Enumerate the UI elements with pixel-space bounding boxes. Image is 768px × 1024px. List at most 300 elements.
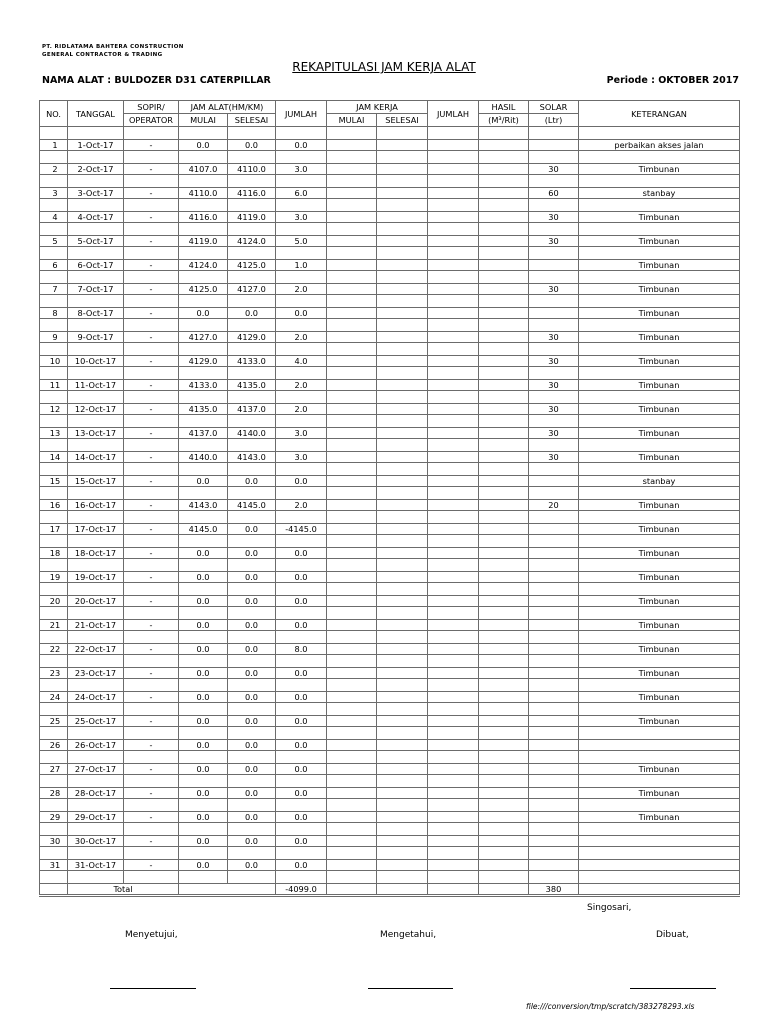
cell-jk-mulai — [327, 716, 377, 727]
cell-no: 29 — [40, 812, 68, 823]
table-row — [40, 764, 740, 775]
empty-cell — [428, 127, 479, 140]
empty-cell — [479, 151, 529, 164]
cell-hasil — [479, 164, 529, 175]
empty-cell — [579, 415, 740, 428]
cell-keterangan: Timbunan — [579, 428, 740, 439]
spacer-row — [40, 439, 740, 452]
empty-cell — [124, 247, 179, 260]
cell-selesai: 4135.0 — [228, 380, 276, 391]
cell-no: 10 — [40, 356, 68, 367]
empty-cell — [579, 799, 740, 812]
table-row — [40, 380, 740, 391]
empty-cell — [40, 799, 68, 812]
empty-cell — [579, 847, 740, 860]
empty-cell — [479, 583, 529, 596]
cell-hasil — [479, 308, 529, 319]
empty-cell — [228, 607, 276, 620]
empty-cell — [276, 511, 327, 524]
empty-cell — [228, 559, 276, 572]
empty-cell — [40, 559, 68, 572]
empty-cell — [377, 535, 428, 548]
empty-cell — [579, 631, 740, 644]
cell-jk-mulai — [327, 572, 377, 583]
cell-jk-selesai — [377, 236, 428, 247]
cell-keterangan: Timbunan — [579, 260, 740, 271]
header-solar: SOLAR — [529, 101, 579, 114]
header-jk-mulai: MULAI — [327, 114, 377, 127]
cell-keterangan: Timbunan — [579, 284, 740, 295]
spacer-row — [40, 415, 740, 428]
cell-jumlah: 0.0 — [276, 572, 327, 583]
cell-solar — [529, 524, 579, 535]
cell-solar — [529, 788, 579, 799]
empty-cell — [276, 847, 327, 860]
empty-cell — [377, 871, 428, 884]
empty-cell — [327, 559, 377, 572]
cell-operator: - — [124, 668, 179, 679]
empty-cell — [377, 655, 428, 668]
cell-keterangan: Timbunan — [579, 212, 740, 223]
empty-cell — [479, 391, 529, 404]
equipment-name: NAMA ALAT : BULDOZER D31 CATERPILLAR — [42, 75, 271, 86]
cell-jumlah: 2.0 — [276, 404, 327, 415]
cell-operator: - — [124, 620, 179, 631]
empty-cell — [68, 247, 124, 260]
cell-tanggal: 1-Oct-17 — [68, 140, 124, 151]
cell-jumlah: 2.0 — [276, 380, 327, 391]
cell-keterangan: stanbay — [579, 476, 740, 487]
cell-hasil — [479, 644, 529, 655]
empty-cell — [124, 751, 179, 764]
cell-jk-jumlah — [428, 380, 479, 391]
empty-cell — [124, 151, 179, 164]
empty-cell — [479, 127, 529, 140]
cell-jk-jumlah — [428, 836, 479, 847]
empty-cell — [124, 535, 179, 548]
cell-jk-mulai — [327, 812, 377, 823]
spacer-row — [40, 775, 740, 788]
cell-jk-mulai — [327, 788, 377, 799]
cell-jk-selesai — [377, 380, 428, 391]
empty-cell — [479, 775, 529, 788]
cell-jk-mulai — [327, 164, 377, 175]
empty-cell — [479, 343, 529, 356]
cell-mulai: 0.0 — [179, 812, 228, 823]
empty-cell — [428, 871, 479, 884]
empty-cell — [327, 271, 377, 284]
cell-hasil — [479, 572, 529, 583]
empty-cell — [579, 199, 740, 212]
cell-jumlah: 3.0 — [276, 212, 327, 223]
cell-jumlah: 0.0 — [276, 740, 327, 751]
cell-hasil — [479, 260, 529, 271]
cell-jk-selesai — [377, 692, 428, 703]
empty-cell — [276, 607, 327, 620]
empty-cell — [529, 847, 579, 860]
cell-mulai: 0.0 — [179, 548, 228, 559]
cell-hasil — [479, 428, 529, 439]
empty-cell — [579, 703, 740, 716]
cell-keterangan: Timbunan — [579, 716, 740, 727]
cell-solar — [529, 836, 579, 847]
empty-cell — [40, 703, 68, 716]
cell-jk-selesai — [377, 716, 428, 727]
empty-cell — [228, 247, 276, 260]
empty-cell — [579, 487, 740, 500]
cell-selesai: 4137.0 — [228, 404, 276, 415]
empty-cell — [529, 295, 579, 308]
table-row — [40, 668, 740, 679]
empty-cell — [276, 871, 327, 884]
header-operator: OPERATOR — [124, 114, 179, 127]
cell-jk-selesai — [377, 212, 428, 223]
cell-jk-mulai — [327, 596, 377, 607]
cell-jk-jumlah — [428, 620, 479, 631]
empty-cell — [228, 703, 276, 716]
cell-tanggal: 8-Oct-17 — [68, 308, 124, 319]
empty-cell — [479, 319, 529, 332]
cell-keterangan: Timbunan — [579, 620, 740, 631]
empty-cell — [377, 199, 428, 212]
cell-operator: - — [124, 596, 179, 607]
empty-cell — [179, 871, 228, 884]
table-header — [40, 101, 740, 127]
cell-mulai: 4143.0 — [179, 500, 228, 511]
empty-cell — [228, 535, 276, 548]
cell-jk-selesai — [377, 452, 428, 463]
cell-jk-selesai — [377, 140, 428, 151]
empty-cell — [179, 775, 228, 788]
cell-hasil — [479, 740, 529, 751]
table-row — [40, 428, 740, 439]
empty-cell — [179, 295, 228, 308]
cell-selesai: 4119.0 — [228, 212, 276, 223]
cell-tanggal: 12-Oct-17 — [68, 404, 124, 415]
empty-cell — [179, 511, 228, 524]
cell-hasil — [479, 668, 529, 679]
cell-no: 4 — [40, 212, 68, 223]
cell-keterangan: stanbay — [579, 188, 740, 199]
empty-cell — [579, 884, 740, 896]
empty-cell — [479, 727, 529, 740]
cell-keterangan: Timbunan — [579, 380, 740, 391]
empty-cell — [377, 775, 428, 788]
cell-jk-jumlah — [428, 332, 479, 343]
cell-hasil — [479, 596, 529, 607]
empty-cell — [579, 775, 740, 788]
cell-jumlah: -4145.0 — [276, 524, 327, 535]
table-row — [40, 476, 740, 487]
cell-hasil — [479, 692, 529, 703]
empty-cell — [529, 751, 579, 764]
empty-cell — [40, 463, 68, 476]
header-sopir: SOPIR/ — [124, 101, 179, 114]
empty-cell — [179, 487, 228, 500]
empty-cell — [529, 271, 579, 284]
empty-cell — [428, 487, 479, 500]
empty-cell — [124, 679, 179, 692]
cell-jumlah: 0.0 — [276, 812, 327, 823]
cell-jk-jumlah — [428, 668, 479, 679]
empty-cell — [40, 391, 68, 404]
cell-jk-jumlah — [428, 716, 479, 727]
empty-cell — [327, 607, 377, 620]
cell-solar — [529, 548, 579, 559]
cell-selesai: 4145.0 — [228, 500, 276, 511]
signature-approved: Menyetujui, — [125, 930, 178, 940]
spacer-row — [40, 343, 740, 356]
cell-tanggal: 21-Oct-17 — [68, 620, 124, 631]
cell-operator: - — [124, 260, 179, 271]
empty-cell — [40, 343, 68, 356]
empty-cell — [327, 463, 377, 476]
cell-solar — [529, 260, 579, 271]
table-row — [40, 692, 740, 703]
empty-cell — [276, 151, 327, 164]
empty-cell — [377, 607, 428, 620]
empty-cell — [479, 703, 529, 716]
cell-jk-selesai — [377, 812, 428, 823]
cell-tanggal: 13-Oct-17 — [68, 428, 124, 439]
cell-no: 20 — [40, 596, 68, 607]
table-row — [40, 524, 740, 535]
empty-cell — [479, 247, 529, 260]
empty-cell — [228, 679, 276, 692]
cell-jumlah: 0.0 — [276, 764, 327, 775]
spacer-row — [40, 799, 740, 812]
table-row — [40, 236, 740, 247]
empty-cell — [276, 319, 327, 332]
cell-solar — [529, 860, 579, 871]
total-row — [40, 884, 740, 896]
empty-cell — [40, 295, 68, 308]
spacer-row — [40, 247, 740, 260]
cell-no: 25 — [40, 716, 68, 727]
cell-jumlah: 0.0 — [276, 548, 327, 559]
empty-cell — [179, 247, 228, 260]
cell-selesai: 0.0 — [228, 476, 276, 487]
empty-cell — [68, 319, 124, 332]
cell-hasil — [479, 236, 529, 247]
cell-operator: - — [124, 644, 179, 655]
cell-mulai: 0.0 — [179, 668, 228, 679]
cell-selesai: 4125.0 — [228, 260, 276, 271]
cell-operator: - — [124, 356, 179, 367]
empty-cell — [479, 535, 529, 548]
spacer-row — [40, 391, 740, 404]
empty-cell — [276, 583, 327, 596]
empty-cell — [179, 583, 228, 596]
cell-solar — [529, 476, 579, 487]
table-row — [40, 500, 740, 511]
empty-cell — [228, 871, 276, 884]
cell-keterangan: Timbunan — [579, 764, 740, 775]
empty-cell — [228, 439, 276, 452]
cell-keterangan: Timbunan — [579, 644, 740, 655]
cell-keterangan: Timbunan — [579, 548, 740, 559]
cell-jk-jumlah — [428, 860, 479, 871]
empty-cell — [68, 823, 124, 836]
cell-operator: - — [124, 836, 179, 847]
cell-operator: - — [124, 212, 179, 223]
empty-cell — [428, 343, 479, 356]
spacer-row — [40, 511, 740, 524]
empty-cell — [124, 391, 179, 404]
empty-cell — [276, 535, 327, 548]
empty-cell — [124, 295, 179, 308]
empty-cell — [179, 884, 276, 896]
empty-cell — [479, 631, 529, 644]
cell-jk-jumlah — [428, 356, 479, 367]
empty-cell — [428, 151, 479, 164]
cell-jk-jumlah — [428, 452, 479, 463]
empty-cell — [327, 127, 377, 140]
header-jk-selesai: SELESAI — [377, 114, 428, 127]
empty-cell — [479, 223, 529, 236]
cell-selesai: 0.0 — [228, 596, 276, 607]
cell-selesai: 0.0 — [228, 860, 276, 871]
empty-cell — [428, 655, 479, 668]
empty-cell — [276, 655, 327, 668]
empty-cell — [228, 655, 276, 668]
cell-jk-mulai — [327, 428, 377, 439]
cell-mulai: 4107.0 — [179, 164, 228, 175]
empty-cell — [529, 319, 579, 332]
cell-operator: - — [124, 452, 179, 463]
empty-cell — [377, 391, 428, 404]
empty-cell — [68, 607, 124, 620]
empty-cell — [124, 511, 179, 524]
empty-cell — [40, 247, 68, 260]
cell-mulai: 0.0 — [179, 308, 228, 319]
empty-cell — [179, 607, 228, 620]
empty-cell — [68, 847, 124, 860]
cell-selesai: 0.0 — [228, 572, 276, 583]
empty-cell — [428, 223, 479, 236]
cell-operator: - — [124, 380, 179, 391]
cell-jk-selesai — [377, 596, 428, 607]
cell-keterangan: perbaikan akses jalan — [579, 140, 740, 151]
cell-mulai: 4135.0 — [179, 404, 228, 415]
cell-jk-mulai — [327, 260, 377, 271]
cell-jk-mulai — [327, 212, 377, 223]
cell-jk-selesai — [377, 308, 428, 319]
empty-cell — [228, 319, 276, 332]
empty-cell — [327, 847, 377, 860]
empty-cell — [377, 487, 428, 500]
cell-mulai: 4133.0 — [179, 380, 228, 391]
cell-solar — [529, 740, 579, 751]
cell-selesai: 0.0 — [228, 692, 276, 703]
table-row — [40, 284, 740, 295]
cell-tanggal: 15-Oct-17 — [68, 476, 124, 487]
empty-cell — [529, 607, 579, 620]
empty-cell — [179, 799, 228, 812]
empty-cell — [276, 439, 327, 452]
cell-jk-jumlah — [428, 236, 479, 247]
spacer-row — [40, 703, 740, 716]
cell-operator: - — [124, 308, 179, 319]
cell-jumlah: 3.0 — [276, 452, 327, 463]
cell-operator: - — [124, 476, 179, 487]
cell-operator: - — [124, 332, 179, 343]
cell-no: 13 — [40, 428, 68, 439]
cell-operator: - — [124, 428, 179, 439]
empty-cell — [529, 439, 579, 452]
table-row — [40, 596, 740, 607]
empty-cell — [179, 823, 228, 836]
company-subtitle: GENERAL CONTRACTOR & TRADING — [42, 52, 163, 58]
cell-solar — [529, 308, 579, 319]
period-label: Periode : OKTOBER 2017 — [606, 75, 739, 86]
cell-jumlah: 0.0 — [276, 692, 327, 703]
cell-solar: 30 — [529, 236, 579, 247]
empty-cell — [428, 884, 479, 896]
table-row — [40, 572, 740, 583]
empty-cell — [377, 343, 428, 356]
cell-hasil — [479, 332, 529, 343]
empty-cell — [276, 679, 327, 692]
empty-cell — [40, 775, 68, 788]
cell-no: 1 — [40, 140, 68, 151]
cell-tanggal: 24-Oct-17 — [68, 692, 124, 703]
cell-mulai: 0.0 — [179, 140, 228, 151]
empty-cell — [276, 367, 327, 380]
empty-cell — [40, 607, 68, 620]
cell-jk-mulai — [327, 836, 377, 847]
cell-no: 14 — [40, 452, 68, 463]
empty-cell — [529, 679, 579, 692]
empty-cell — [228, 511, 276, 524]
empty-cell — [68, 583, 124, 596]
empty-cell — [377, 175, 428, 188]
empty-cell — [228, 727, 276, 740]
empty-cell — [327, 871, 377, 884]
empty-cell — [579, 175, 740, 188]
cell-jumlah: 0.0 — [276, 716, 327, 727]
empty-cell — [228, 271, 276, 284]
cell-jk-selesai — [377, 284, 428, 295]
cell-jk-selesai — [377, 860, 428, 871]
cell-mulai: 4110.0 — [179, 188, 228, 199]
cell-tanggal: 6-Oct-17 — [68, 260, 124, 271]
total-jumlah: -4099.0 — [276, 884, 327, 896]
empty-cell — [40, 847, 68, 860]
cell-jk-mulai — [327, 236, 377, 247]
cell-hasil — [479, 716, 529, 727]
empty-cell — [327, 775, 377, 788]
empty-cell — [529, 511, 579, 524]
cell-operator: - — [124, 404, 179, 415]
cell-tanggal: 20-Oct-17 — [68, 596, 124, 607]
empty-cell — [68, 271, 124, 284]
empty-cell — [276, 295, 327, 308]
cell-jk-mulai — [327, 740, 377, 751]
empty-cell — [579, 367, 740, 380]
empty-cell — [228, 295, 276, 308]
cell-solar: 60 — [529, 188, 579, 199]
empty-cell — [276, 631, 327, 644]
cell-keterangan: Timbunan — [579, 308, 740, 319]
table-row — [40, 788, 740, 799]
cell-hasil — [479, 860, 529, 871]
empty-cell — [579, 319, 740, 332]
empty-cell — [40, 727, 68, 740]
empty-cell — [479, 751, 529, 764]
empty-cell — [327, 151, 377, 164]
empty-cell — [327, 367, 377, 380]
